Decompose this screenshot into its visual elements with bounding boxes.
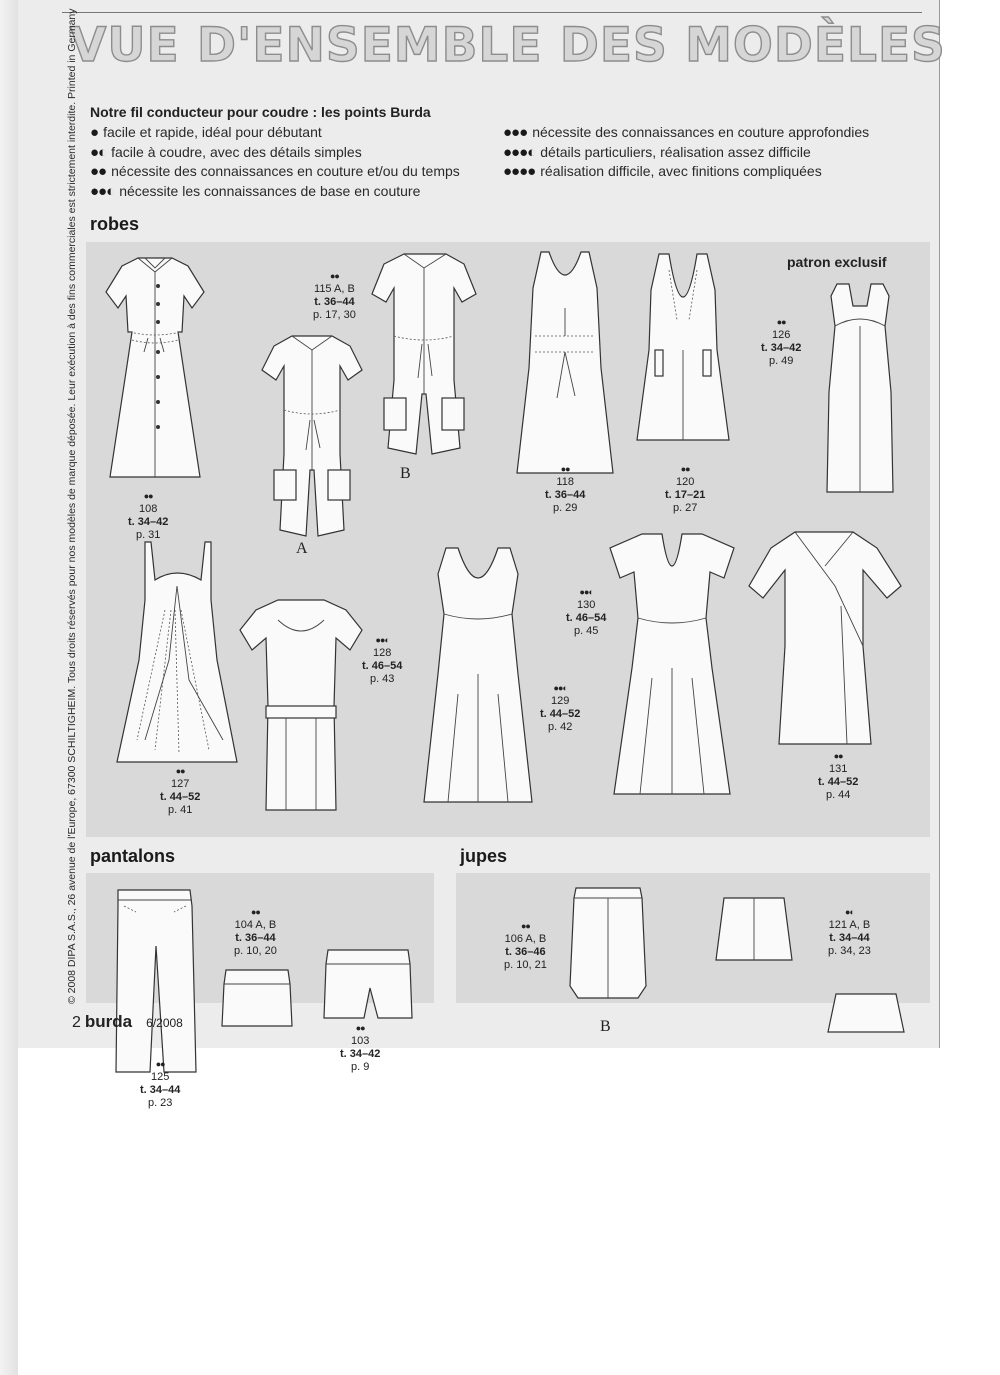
legend-item-5 — [503, 124, 869, 141]
legend-item-1 — [90, 124, 322, 141]
dress-128-drawing — [238, 596, 363, 814]
copyright-vertical-text: © 2008 DIPA S.A.S., 26 avenue de l'Europe, 67300 SCHILTIGHEIM. Tous droits réservés pour nos modèles de marque déposée. Leur exécution à des fins commerciales est strictement interdite. Printed in Germany — [66, 8, 78, 1004]
skirt-106b-drawing — [568, 886, 648, 1002]
model-130-label: ●●◐ 130 t. 46–54 p. 45 — [566, 587, 607, 637]
skirt-121b-drawing — [820, 992, 912, 1032]
dress-126-drawing — [815, 282, 905, 494]
legend-heading: Notre fil conducteur pour coudre : les points Burda — [90, 104, 431, 120]
brand-logo-text: burda — [84, 1012, 133, 1031]
page-title: VUE D'ENSEMBLE DES MODÈLES — [70, 18, 946, 73]
page-number: 2 — [72, 1014, 81, 1031]
title-rule — [62, 12, 922, 13]
legend-text: facile et rapide, idéal pour débutant — [103, 124, 322, 140]
model-104-label: ●● 104 A, B t. 36–44 p. 10, 20 — [234, 907, 277, 957]
legend-item-3 — [90, 163, 460, 180]
model-128-label: ●●◐ 128 t. 46–54 p. 43 — [362, 635, 403, 685]
legend-item-2 — [90, 144, 362, 161]
legend-text: nécessite des connaissances en couture approfondies — [532, 124, 870, 140]
legend-text: détails particuliers, réalisation assez difficile — [540, 144, 811, 160]
model-131-label: ●● 131 t. 44–52 p. 44 — [818, 751, 859, 801]
legend-item-4 — [90, 183, 420, 200]
skirt-121a-drawing — [708, 896, 800, 960]
model-125-label: ●● 125 t. 34–44 p. 23 — [140, 1059, 181, 1109]
model-103-label: ●● 103 t. 34–42 p. 9 — [340, 1023, 381, 1073]
jumpsuit-115b-drawing — [370, 248, 480, 478]
model-121-label: ●◐ 121 A, B t. 34–44 p. 34, 23 — [828, 907, 871, 957]
trousers-125-drawing — [110, 886, 200, 1076]
dress-118-drawing — [515, 248, 615, 483]
difficulty-dots-icon: ●● — [90, 163, 107, 180]
model-115-label: ●● 115 A, B t. 36–44 p. 17, 30 — [313, 271, 356, 321]
model-126-label: ●● 126 t. 34–42 p. 49 — [761, 317, 802, 367]
variant-a-letter: A — [296, 540, 308, 557]
section-jupes-label: jupes — [460, 846, 508, 866]
legend-item-6 — [503, 144, 811, 161]
model-108-label: ●● 108 t. 34–42 p. 31 — [128, 491, 169, 541]
model-118-label: ●● 118 t. 36–44 p. 29 — [545, 464, 586, 514]
dress-120-drawing — [633, 250, 733, 450]
difficulty-dots-icon: ●●◐ — [90, 183, 115, 200]
section-pantalons-label: pantalons — [90, 846, 176, 866]
legend-text: nécessite les connaissances de base en couture — [119, 183, 421, 199]
variant-b-letter: B — [400, 465, 411, 482]
patron-exclusif-label: patron exclusif — [787, 254, 887, 270]
section-robes-label: robes — [90, 214, 140, 234]
difficulty-dots-icon: ●●● — [503, 124, 528, 141]
variant-b-letter: B — [600, 1018, 611, 1035]
legend-text: nécessite des connaissances en couture et/ou du temps — [111, 163, 460, 179]
dress-127-drawing — [115, 540, 240, 765]
model-127-label: ●● 127 t. 44–52 p. 41 — [160, 766, 201, 816]
model-129-label: ●●◐ 129 t. 44–52 p. 42 — [540, 683, 581, 733]
page-edge-shadow — [0, 0, 18, 1375]
difficulty-dots-icon: ● — [90, 124, 99, 141]
legend-item-7 — [503, 163, 822, 180]
model-106-label: ●● 106 A, B t. 36–46 p. 10, 21 — [504, 921, 547, 971]
dress-130-drawing — [606, 528, 738, 798]
difficulty-dots-icon: ●●●● — [503, 163, 536, 180]
page-footer — [72, 1012, 183, 1032]
dress-129-drawing — [418, 544, 538, 806]
dress-131-drawing — [745, 526, 905, 748]
legend-text: réalisation difficile, avec finitions compliquées — [540, 163, 822, 179]
difficulty-dots-icon: ●●●◐ — [503, 144, 536, 161]
difficulty-dots-icon: ●◐ — [90, 144, 107, 161]
dress-108-drawing — [100, 252, 210, 487]
model-120-label: ●● 120 t. 17–21 p. 27 — [665, 464, 706, 514]
trousers-104-drawing — [218, 968, 296, 1026]
shorts-103-drawing — [322, 948, 414, 1020]
jumpsuit-115a-drawing — [258, 330, 366, 555]
legend-text: facile à coudre, avec des détails simples — [111, 144, 362, 160]
issue-number: 6/2008 — [146, 1016, 183, 1030]
